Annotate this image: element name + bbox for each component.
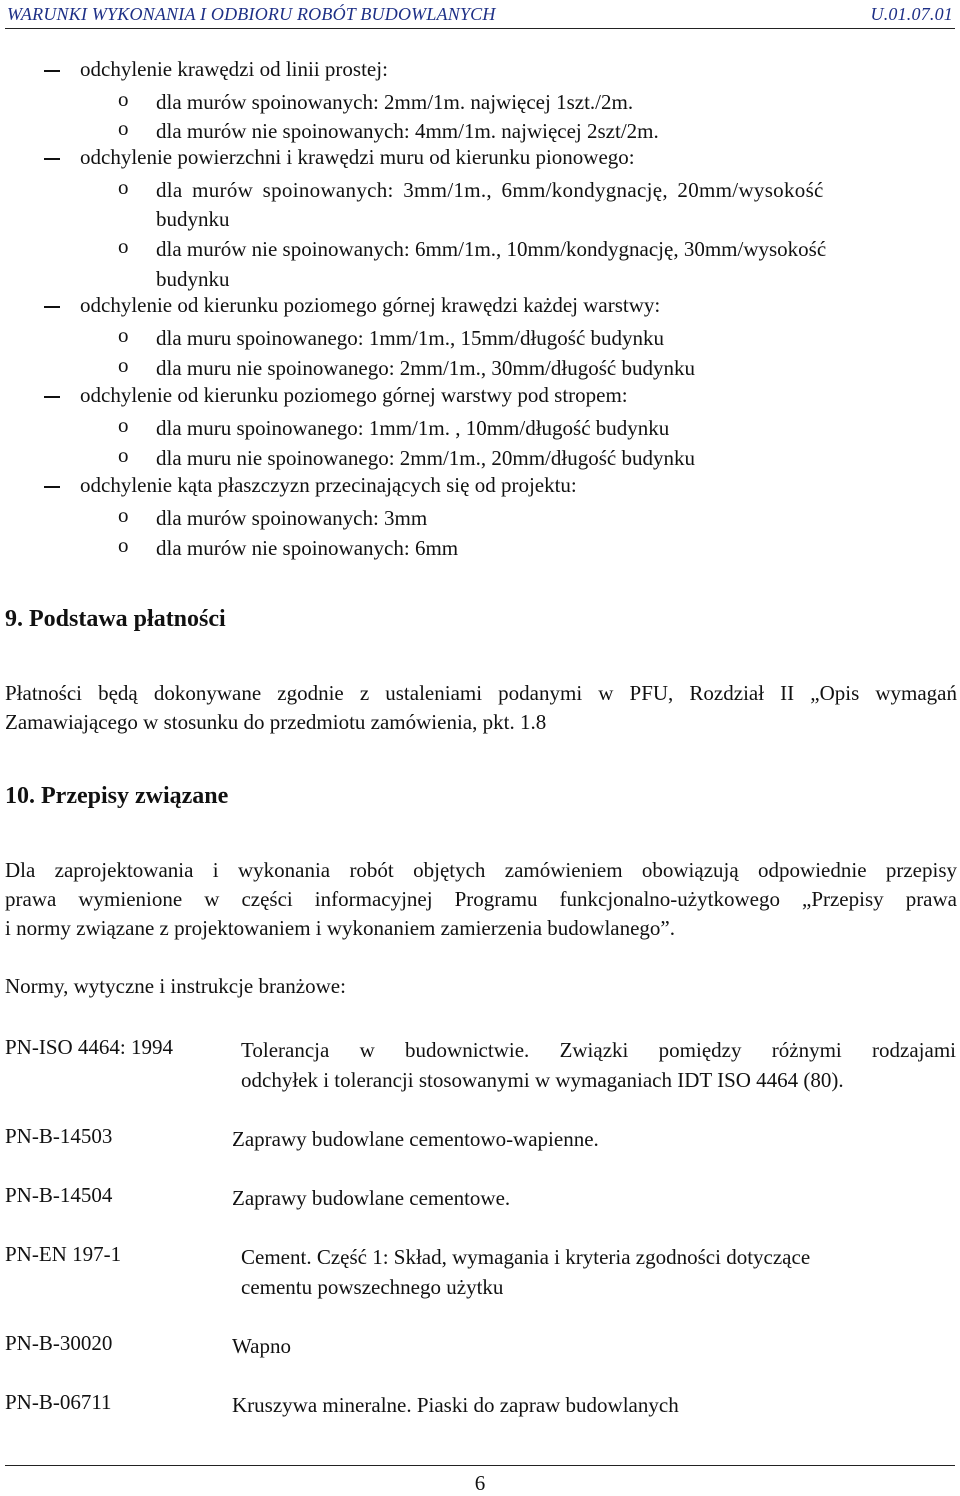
norm-code: PN-B-14503 — [5, 1124, 113, 1148]
paragraph-line: i normy związane z projektowaniem i wykonaniem zamierzenia budowlanego”. — [5, 916, 675, 940]
sub-item: dla murów spoinowanych: 3mm/1m., 6mm/kondygnację, 20mm/wysokość — [156, 178, 824, 202]
sub-bullet-icon: o — [118, 175, 129, 199]
document-title: WARUNKI WYKONANIA I ODBIORU ROBÓT BUDOWLANYCH — [7, 4, 496, 24]
dash-bullet-icon — [44, 158, 60, 160]
norm-description-line: Cement. Część 1: Skład, wymagania i kryteria zgodności dotyczące — [241, 1245, 811, 1269]
norm-code: PN-ISO 4464: 1994 — [5, 1035, 174, 1059]
norm-description-line: Tolerancja w budownictwie. Związki pomiędzy różnymi rodzajami — [241, 1038, 956, 1062]
section-heading: 9. Podstawa płatności — [5, 606, 226, 632]
page-number: 6 — [474, 1471, 486, 1495]
dash-bullet-icon — [44, 70, 60, 72]
section-paragraph — [5, 856, 957, 943]
list-item-label: odchylenie powierzchni i krawędzi muru od kierunku pionowego: — [80, 145, 635, 169]
sub-bullet-icon: o — [118, 323, 129, 347]
norm-description — [241, 1242, 810, 1302]
norm-description-line: cementu powszechnego użytku — [241, 1275, 504, 1299]
dash-bullet-icon — [44, 306, 60, 308]
norm-code: PN-B-30020 — [5, 1331, 113, 1355]
sub-bullet-icon: o — [118, 87, 129, 111]
sub-bullet-icon: o — [118, 503, 129, 527]
section-heading: 10. Przepisy związane — [5, 783, 229, 809]
sub-item: dla muru spoinowanego: 1mm/1m., 15mm/długość budynku — [156, 326, 665, 350]
sub-bullet-icon: o — [118, 234, 129, 258]
document-code: U.01.07.01 — [870, 4, 953, 24]
paragraph-line: Płatności będą dokonywane zgodnie z ustaleniami podanymi w PFU, Rozdział II „Opis wymagań — [5, 681, 957, 705]
sub-item: dla murów nie spoinowanych: 6mm — [156, 536, 459, 560]
sub-bullet-icon: o — [118, 413, 129, 437]
sub-bullet-icon: o — [118, 443, 129, 467]
footer-divider — [5, 1465, 955, 1466]
sub-bullet-icon: o — [118, 533, 129, 557]
norm-description: Kruszywa mineralne. Piaski do zapraw budowlanych — [232, 1393, 679, 1417]
norm-code: PN-B-06711 — [5, 1390, 112, 1414]
norm-description: Zaprawy budowlane cementowo-wapienne. — [232, 1127, 599, 1151]
sub-item: dla muru nie spoinowanego: 2mm/1m., 20mm/długość budynku — [156, 446, 695, 470]
dash-bullet-icon — [44, 486, 60, 488]
sub-item: dla muru spoinowanego: 1mm/1m. , 10mm/długość budynku — [156, 416, 670, 440]
norm-description — [241, 1035, 956, 1095]
dash-bullet-icon — [44, 396, 60, 398]
norm-code: PN-EN 197-1 — [5, 1242, 122, 1266]
norms-intro: Normy, wytyczne i instrukcje branżowe: — [5, 974, 346, 998]
norm-description: Wapno — [232, 1334, 291, 1358]
sub-item-continuation: budynku — [156, 267, 230, 291]
list-item-label: odchylenie od kierunku poziomego górnej warstwy pod stropem: — [80, 383, 628, 407]
page-header — [5, 2, 955, 29]
sub-item: dla murów spoinowanych: 2mm/1m. najwięcej 1szt./2m. — [156, 90, 634, 114]
sub-item: dla murów spoinowanych: 3mm — [156, 506, 428, 530]
list-item-label: odchylenie kąta płaszczyzn przecinających się od projektu: — [80, 473, 577, 497]
sub-item-continuation: budynku — [156, 207, 230, 231]
paragraph-line: prawa wymienione w części informacyjnej Programu funkcjonalno-użytkowego „Przepisy prawa — [5, 887, 957, 911]
paragraph-line: Zamawiającego w stosunku do przedmiotu zamówienia, pkt. 1.8 — [5, 710, 547, 734]
sub-item: dla muru nie spoinowanego: 2mm/1m., 30mm/długość budynku — [156, 356, 695, 380]
norm-code: PN-B-14504 — [5, 1183, 113, 1207]
sub-item: dla murów nie spoinowanych: 4mm/1m. najwięcej 2szt/2m. — [156, 119, 659, 143]
list-item-label: odchylenie od kierunku poziomego górnej krawędzi każdej warstwy: — [80, 293, 661, 317]
sub-item: dla murów nie spoinowanych: 6mm/1m., 10mm/kondygnację, 30mm/wysokość — [156, 237, 827, 261]
paragraph-line: Dla zaprojektowania i wykonania robót objętych zamówieniem obowiązują odpowiednie przepisy — [5, 858, 957, 882]
section-paragraph — [5, 679, 957, 737]
norm-description-line: odchyłek i tolerancji stosowanymi w wymaganiach IDT ISO 4464 (80). — [241, 1068, 844, 1092]
norm-description: Zaprawy budowlane cementowe. — [232, 1186, 511, 1210]
list-item-label: odchylenie krawędzi od linii prostej: — [80, 57, 388, 81]
sub-bullet-icon: o — [118, 353, 129, 377]
sub-bullet-icon: o — [118, 116, 129, 140]
